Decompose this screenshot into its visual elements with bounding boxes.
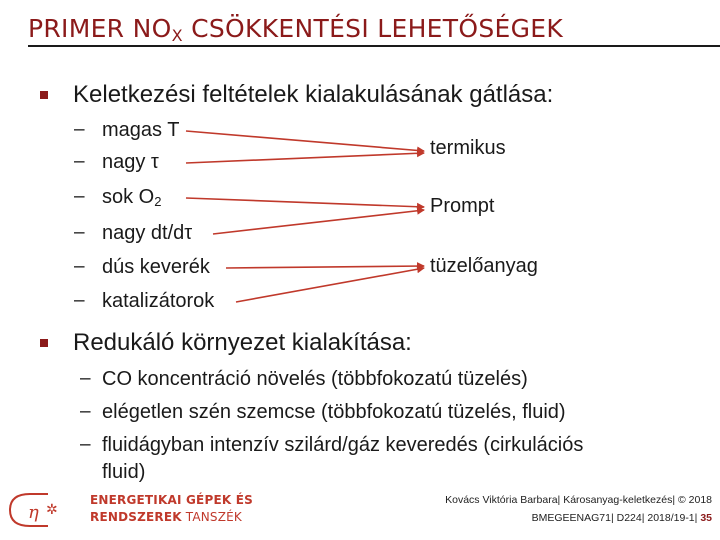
dash-3: –	[74, 186, 85, 207]
title-subscript: X	[171, 26, 183, 45]
footer-course	[532, 512, 712, 524]
section2-heading: Redukáló környezet kialakítása:	[73, 329, 412, 356]
svg-text:η: η	[28, 502, 39, 523]
footer-course-text: BMEGEENAG71| D224| 2018/19-1|	[531, 512, 698, 524]
o2-subscript: 2	[154, 194, 162, 209]
dash-6: –	[74, 290, 85, 311]
arrow-nagy-dtdtau-prompt	[213, 210, 424, 234]
condition-sok-o2-text: sok O	[102, 186, 155, 208]
logo-line-1: ENERGETIKAI GÉPEK ÉS	[90, 493, 253, 507]
arrow-nagy-tau-termikus	[186, 153, 424, 163]
mechanism-termikus: termikus	[430, 137, 506, 159]
mechanism-tuzeloanyag: tüzelőanyag	[430, 255, 538, 277]
condition-nagy-tau: nagy τ	[102, 151, 159, 173]
logo-line-2a: RENDSZEREK	[90, 510, 182, 524]
footer-credit: Kovács Viktória Barbara| Károsanyag-keletkezés| © 2018	[445, 494, 712, 506]
logo-line-2	[90, 510, 242, 524]
condition-dus-keverek: dús keverék	[102, 256, 210, 278]
reducing-item-1: CO koncentráció növelés (többfokozatú tüzelés)	[102, 368, 528, 390]
square-bullet-icon	[40, 339, 48, 347]
svg-text:✲: ✲	[46, 502, 58, 518]
reducing-item-3-continued: fluid)	[102, 461, 146, 483]
arrow-sok-o2-prompt	[186, 198, 424, 207]
arrow-katalizatorok-tuzeloanyag	[236, 268, 424, 302]
section1-heading: Keletkezési feltételek kialakulásának gátlása:	[73, 81, 554, 108]
department-logo-icon	[4, 488, 84, 532]
page-number: 35	[700, 512, 712, 524]
dash-1: –	[74, 119, 85, 140]
dash-4: –	[74, 222, 85, 243]
arrow-dus-keverek-tuzeloanyag	[226, 266, 424, 268]
dash-8: –	[80, 401, 91, 422]
title-rest: CSÖKKENTÉSI LEHETŐSÉGEK	[182, 14, 564, 43]
condition-nagy-dtdtau: nagy dt/dτ	[102, 222, 193, 244]
mechanism-prompt: Prompt	[430, 195, 495, 217]
dash-2: –	[74, 151, 85, 172]
arrow-magas-t-termikus	[186, 131, 424, 151]
logo-line-2b: TANSZÉK	[181, 510, 243, 524]
reducing-item-2: elégetlen szén szemcse (többfokozatú tüzelés, fluid)	[102, 401, 566, 423]
title-main: PRIMER NO	[28, 14, 172, 43]
dash-7: –	[80, 368, 91, 389]
condition-magas-t: magas T	[102, 119, 180, 141]
dash-9: –	[80, 434, 91, 455]
dash-5: –	[74, 256, 85, 277]
reducing-item-3: fluidágyban intenzív szilárd/gáz keveredés (cirkulációs	[102, 434, 584, 456]
condition-katalizatorok: katalizátorok	[102, 290, 215, 312]
